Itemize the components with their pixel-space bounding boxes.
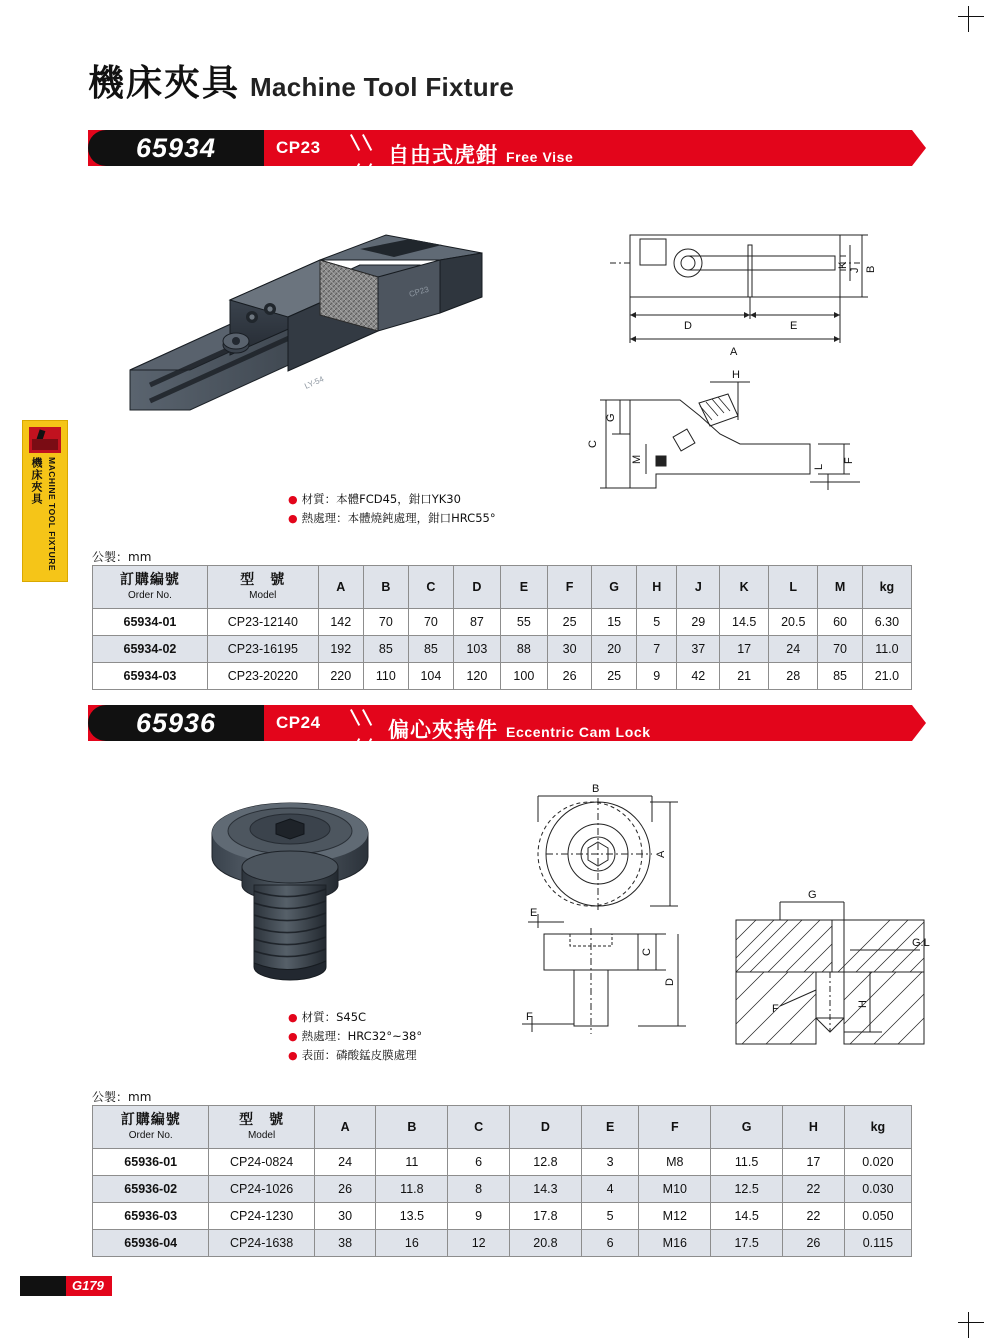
cell-e: 3 (581, 1149, 639, 1176)
cell-f: 30 (547, 636, 592, 663)
chevron-right-icon (362, 135, 378, 161)
th-a: A (314, 1106, 376, 1149)
cell-kg: 21.0 (862, 663, 911, 690)
cell-k: 17 (720, 636, 769, 663)
cell-f: M12 (639, 1203, 711, 1230)
th-model: 型 號 Model (207, 566, 318, 609)
svg-text:A: A (730, 346, 738, 358)
th-g: G (592, 566, 637, 609)
th-m: M (818, 566, 863, 609)
section-code: CP24 (276, 713, 321, 732)
technical-drawing-cam-install (720, 880, 940, 1055)
svg-text:E: E (790, 320, 798, 332)
cell-b: 11 (376, 1149, 448, 1176)
th-h: H (636, 566, 677, 609)
cell-m: 70 (818, 636, 863, 663)
svg-text:G: G (605, 413, 617, 422)
cell-c: 9 (448, 1203, 510, 1230)
cell-a: 26 (314, 1176, 376, 1203)
table-row (93, 1149, 912, 1176)
cell-d: 20.8 (510, 1230, 582, 1257)
chevron-right-icon (362, 710, 378, 736)
th-h: H (783, 1106, 845, 1149)
cell-k: 21 (720, 663, 769, 690)
cell-order-no: 65934-01 (93, 609, 208, 636)
svg-text:F: F (526, 1011, 533, 1023)
table-header-row (93, 1106, 912, 1149)
th-f: F (639, 1106, 711, 1149)
cell-model: CP24-0824 (209, 1149, 314, 1176)
material-notes-65936 (288, 1008, 422, 1065)
th-g: G (711, 1106, 783, 1149)
svg-text:CP23: CP23 (408, 284, 430, 299)
section-name-en: Eccentric Cam Lock (506, 724, 651, 740)
th-k: K (720, 566, 769, 609)
page-title-en: Machine Tool Fixture (250, 72, 515, 102)
svg-text:J: J (849, 267, 861, 273)
crop-mark (968, 6, 969, 32)
section-banner-65934 (88, 130, 912, 166)
th-c: C (408, 566, 453, 609)
cell-h: 5 (636, 609, 677, 636)
section-number: 65936 (135, 707, 217, 738)
note-material: 材質：本體FCD45，鉗口YK30 (301, 492, 461, 506)
footer-block (20, 1276, 66, 1296)
cell-kg: 11.0 (862, 636, 911, 663)
cell-h: 9 (636, 663, 677, 690)
material-notes-65934 (288, 490, 496, 528)
cell-g: 12.5 (711, 1176, 783, 1203)
th-j: J (677, 566, 720, 609)
svg-text:H: H (732, 370, 740, 381)
bullet-icon: ● (288, 1011, 298, 1024)
cell-e: 6 (581, 1230, 639, 1257)
cell-kg: 0.115 (844, 1230, 911, 1257)
technical-drawing-vise-side (560, 370, 900, 535)
th-kg: kg (862, 566, 911, 609)
banner-number-block (88, 705, 264, 741)
bullet-icon: ● (288, 512, 298, 526)
cell-f: M8 (639, 1149, 711, 1176)
cell-kg: 0.030 (844, 1176, 911, 1203)
cell-d: 103 (453, 636, 500, 663)
unit-label-65934: 公製：mm (92, 550, 152, 564)
svg-text:L: L (813, 463, 825, 470)
cell-f: M10 (639, 1176, 711, 1203)
cell-model: CP23-16195 (207, 636, 318, 663)
cell-h: 7 (636, 636, 677, 663)
table-row (93, 609, 912, 636)
spec-table-65936 (92, 1105, 912, 1257)
crop-mark (968, 1312, 969, 1338)
th-d: D (510, 1106, 582, 1149)
cell-f: 25 (547, 609, 592, 636)
section-name-en: Free Vise (506, 149, 574, 165)
th-order-no: 訂購編號 Order No. (93, 566, 208, 609)
section-name (388, 705, 651, 748)
cell-a: 24 (314, 1149, 376, 1176)
product-photo-cam-lock (180, 785, 410, 1005)
cell-b: 85 (363, 636, 408, 663)
cell-model: CP23-12140 (207, 609, 318, 636)
cell-h: 22 (783, 1203, 845, 1230)
section-number: 65934 (135, 132, 217, 163)
cell-order-no: 65934-03 (93, 663, 208, 690)
svg-text:K: K (837, 261, 849, 269)
th-f: F (547, 566, 592, 609)
cell-j: 42 (677, 663, 720, 690)
svg-text:A: A (655, 850, 667, 858)
th-kg: kg (844, 1106, 911, 1149)
section-name-cn: 自由式虎鉗 (388, 143, 498, 167)
cell-h: 17 (783, 1149, 845, 1176)
cell-l: 28 (769, 663, 818, 690)
svg-text:C: C (587, 440, 599, 448)
cell-e: 88 (500, 636, 547, 663)
svg-text:B: B (865, 265, 877, 273)
cell-kg: 0.020 (844, 1149, 911, 1176)
page-footer (20, 1276, 112, 1296)
cell-g: 25 (592, 663, 637, 690)
cell-d: 14.3 (510, 1176, 582, 1203)
technical-drawing-cam-top (512, 782, 702, 932)
section-name-cn: 偏心夾持件 (388, 718, 498, 742)
svg-text:LY-54: LY-54 (303, 374, 326, 391)
table-row (93, 663, 912, 690)
svg-text:B: B (592, 783, 600, 795)
cell-k: 14.5 (720, 609, 769, 636)
cell-order-no: 65934-02 (93, 636, 208, 663)
side-tab-label-cn: 機床夾具 (30, 457, 43, 505)
cell-e: 5 (581, 1203, 639, 1230)
svg-text:D: D (664, 978, 676, 986)
table-row (93, 636, 912, 663)
cell-d: 87 (453, 609, 500, 636)
th-c: C (448, 1106, 510, 1149)
cell-order-no: 65936-03 (93, 1203, 209, 1230)
table-row (93, 1230, 912, 1257)
svg-text:G.L: G.L (912, 937, 930, 949)
cell-h: 26 (783, 1230, 845, 1257)
cell-kg: 0.050 (844, 1203, 911, 1230)
cell-a: 192 (318, 636, 363, 663)
th-b: B (376, 1106, 448, 1149)
cell-f: M16 (639, 1230, 711, 1257)
th-l: L (769, 566, 818, 609)
banner-arrow (912, 705, 926, 741)
cell-e: 4 (581, 1176, 639, 1203)
note-surface: 表面：磷酸錳皮膜處理 (301, 1048, 417, 1063)
th-d: D (453, 566, 500, 609)
cell-a: 220 (318, 663, 363, 690)
bullet-icon: ● (288, 1030, 298, 1044)
th-b: B (363, 566, 408, 609)
th-model: 型 號 Model (209, 1106, 314, 1149)
cell-order-no: 65936-04 (93, 1230, 209, 1257)
cell-c: 85 (408, 636, 453, 663)
cell-g: 14.5 (711, 1203, 783, 1230)
cell-b: 110 (363, 663, 408, 690)
cell-c: 8 (448, 1176, 510, 1203)
cell-j: 29 (677, 609, 720, 636)
cell-l: 24 (769, 636, 818, 663)
side-tab-machine-tool-fixture (22, 420, 68, 582)
svg-text:F: F (772, 1003, 779, 1015)
crop-mark (958, 1322, 984, 1323)
cell-c: 12 (448, 1230, 510, 1257)
cell-m: 85 (818, 663, 863, 690)
cell-model: CP24-1026 (209, 1176, 314, 1203)
cell-d: 120 (453, 663, 500, 690)
cell-order-no: 65936-02 (93, 1176, 209, 1203)
cell-c: 70 (408, 609, 453, 636)
spec-table-65934 (92, 565, 912, 690)
bullet-icon: ● (288, 493, 298, 506)
th-a: A (318, 566, 363, 609)
cell-a: 142 (318, 609, 363, 636)
cell-b: 70 (363, 609, 408, 636)
svg-text:F: F (843, 457, 855, 464)
cell-b: 13.5 (376, 1203, 448, 1230)
svg-text:G: G (808, 889, 817, 901)
table-row (93, 1203, 912, 1230)
svg-text:E: E (530, 907, 538, 919)
cell-order-no: 65936-01 (93, 1149, 209, 1176)
note-material: 材質：S45C (301, 1010, 367, 1024)
technical-drawing-vise-top (600, 215, 900, 375)
th-e: E (500, 566, 547, 609)
table-header-row (93, 566, 912, 609)
cell-g: 11.5 (711, 1149, 783, 1176)
cell-b: 16 (376, 1230, 448, 1257)
side-tab-label-en: MACHINE TOOL FIXTURE (47, 457, 57, 572)
cell-g: 15 (592, 609, 637, 636)
svg-text:D: D (684, 320, 692, 332)
section-banner-65936 (88, 705, 912, 741)
page-title-cn: 機床夾具 (88, 63, 241, 104)
section-name (388, 130, 573, 173)
cell-g: 17.5 (711, 1230, 783, 1257)
note-heat-treatment: 熱處理：HRC32°~38° (301, 1029, 423, 1044)
cell-model: CP24-1230 (209, 1203, 314, 1230)
cell-m: 60 (818, 609, 863, 636)
cell-model: CP24-1638 (209, 1230, 314, 1257)
cell-g: 20 (592, 636, 637, 663)
cell-l: 20.5 (769, 609, 818, 636)
th-order-no: 訂購編號 Order No. (93, 1106, 209, 1149)
banner-arrow (912, 130, 926, 166)
cell-h: 22 (783, 1176, 845, 1203)
note-heat-treatment: 熱處理：本體燒鈍處理，鉗口HRC55° (301, 511, 496, 526)
page-title (88, 63, 515, 104)
cell-f: 26 (547, 663, 592, 690)
cell-d: 17.8 (510, 1203, 582, 1230)
product-photo-free-vise (110, 205, 530, 435)
cell-j: 37 (677, 636, 720, 663)
fixture-icon (29, 427, 61, 453)
technical-drawing-cam-side (518, 920, 698, 1045)
cell-kg: 6.30 (862, 609, 911, 636)
svg-text:M: M (631, 454, 643, 464)
cell-b: 11.8 (376, 1176, 448, 1203)
cell-c: 104 (408, 663, 453, 690)
banner-number-block (88, 130, 264, 166)
table-row (93, 1176, 912, 1203)
svg-text:C: C (641, 948, 653, 956)
unit-label-65936: 公製：mm (92, 1090, 152, 1104)
crop-mark (958, 16, 984, 17)
section-code: CP23 (276, 138, 321, 157)
cell-a: 30 (314, 1203, 376, 1230)
cell-e: 100 (500, 663, 547, 690)
bullet-icon: ● (288, 1049, 298, 1063)
svg-text:H: H (857, 1000, 869, 1008)
cell-e: 55 (500, 609, 547, 636)
th-e: E (581, 1106, 639, 1149)
page-number: G179 (72, 1278, 104, 1293)
cell-c: 6 (448, 1149, 510, 1176)
cell-d: 12.8 (510, 1149, 582, 1176)
cell-model: CP23-20220 (207, 663, 318, 690)
cell-a: 38 (314, 1230, 376, 1257)
